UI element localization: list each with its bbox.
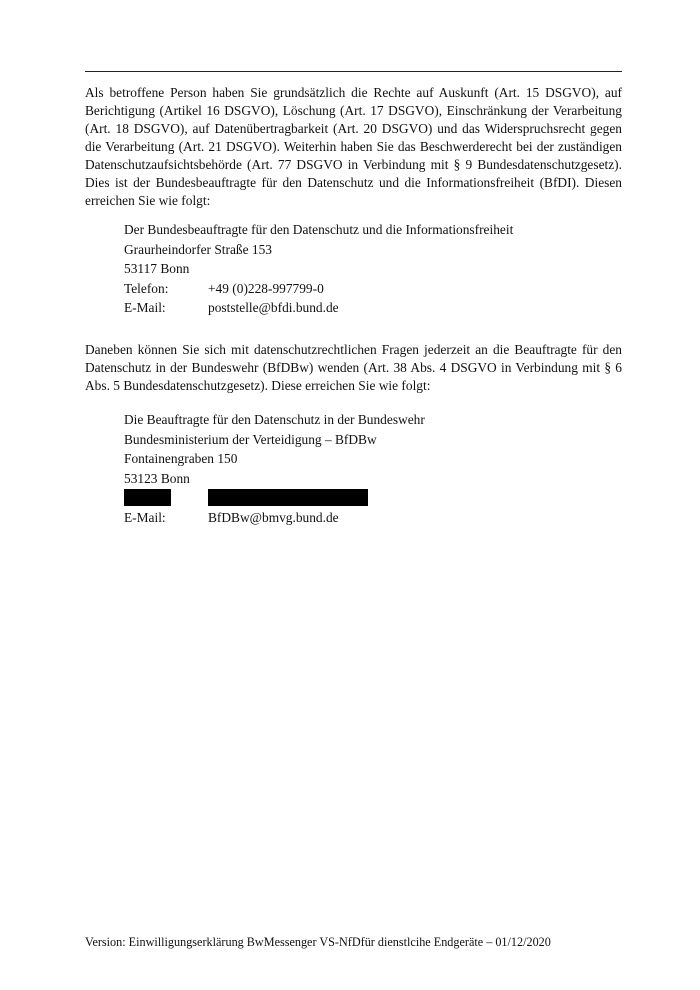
bfdi-address-block [124, 220, 513, 318]
rights-paragraph: Als betroffene Person haben Sie grundsätzlich die Rechte auf Auskunft (Art. 15 DSGVO), auf Berichtigung (Artikel 16 DSGVO), Löschung (Art. 17 DSGVO), Einschränkung der Verarbeitung (Art. 18 DSGVO), auf Datenübertragbarkeit (Art. 20 DSGVO) und das Widerspruchsrecht gegen die Verarbeitung (Art. 21 DSGVO). Weiterhin haben Sie das Beschwerderecht bei der zuständigen Datenschutzaufsichtsbehörde (Art. 77 DSGVO in Verbindung mit § 9 Bundesdatenschutzgesetz). Dies ist der Bundesbeauftragte für den Datenschutz und die Informationsfreiheit (BfDI). Diesen erreichen Sie wie folgt: [85, 85, 622, 208]
bfdbw-name: Die Beauftragte für den Datenschutz in der Bundeswehr [124, 412, 425, 427]
email-label: E-Mail: [124, 300, 166, 315]
email-value: BfDBw@bmvg.bund.de [208, 509, 339, 525]
email-label: E-Mail: [124, 509, 166, 525]
bfdbw-city: 53123 Bonn [124, 470, 190, 486]
bfdbw-street: Fontainengraben 150 [124, 451, 238, 466]
bfdbw-paragraph: Daneben können Sie sich mit datenschutzrechtlichen Fragen jederzeit an die Beauftragte für den Datenschutz in der Bundeswehr (BfDBw) wenden (Art. 38 Abs. 4 DSGVO in Verbindung mit § 6 Abs. 5 Bundesdatenschutzgesetz). Diese erreichen Sie wie folgt: [85, 342, 622, 393]
bfdi-phone-row [124, 279, 513, 299]
redaction-bar-value [208, 489, 368, 506]
bfdi-name: Der Bundesbeauftragte für den Datenschutz und die Informationsfreiheit [124, 222, 514, 237]
bfdbw-address-block [124, 410, 425, 527]
bfdbw-ministry: Bundesministerium der Verteidigung – BfDBw [124, 431, 377, 447]
header-rule [85, 71, 622, 72]
bfdbw-redacted-phone-row [124, 488, 425, 508]
version-footer: Version: Einwilligungserklärung BwMessenger VS-NfDfür dienstlcihe Endgeräte – 01/12/2020 [85, 935, 551, 949]
bfdi-email-row [124, 298, 513, 318]
phone-value: +49 (0)228-997799-0 [208, 280, 324, 296]
email-value: poststelle@bfdi.bund.de [208, 300, 339, 315]
bfdi-city: 53117 Bonn [124, 261, 190, 276]
bfdi-street: Graurheindorfer Straße 153 [124, 241, 272, 257]
redaction-bar-label [124, 489, 171, 506]
bfdbw-email-row [124, 508, 425, 528]
phone-label: Telefon: [124, 280, 169, 296]
